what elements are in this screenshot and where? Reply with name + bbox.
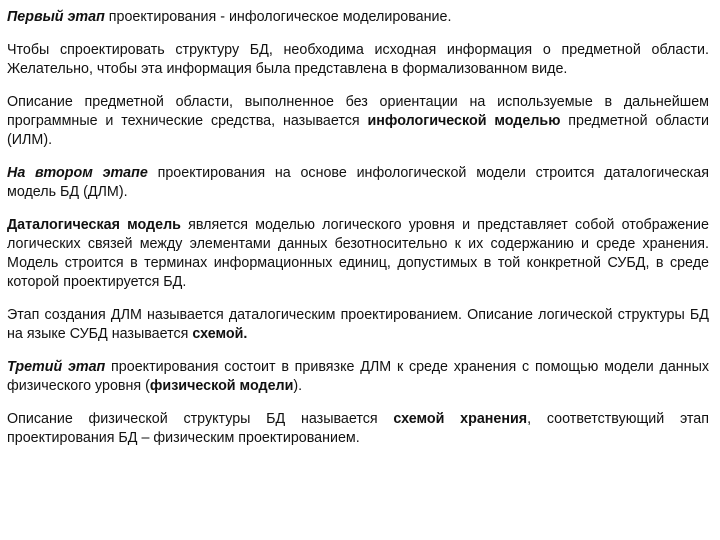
- text-segment: Описание предметной области, выполненное без ориентации на используемые в дальнейшем программные и технические средства, называется: [7, 94, 709, 129]
- text-segment: проектирования состоит в привязке ДЛМ к среде хранения с помощью модели данных физического уровня (: [7, 359, 709, 394]
- paragraph-infological-model: [7, 93, 709, 150]
- text-segment: ).: [293, 378, 303, 394]
- text-segment: проектирования на основе инфологической модели строится даталогическая модель БД (ДЛМ).: [7, 165, 710, 200]
- text-segment: предметной области (ИЛМ).: [7, 113, 710, 148]
- document-page: [7, 8, 709, 462]
- term-second-stage: На втором этапе: [7, 165, 148, 181]
- paragraph-third-stage: [7, 358, 709, 396]
- term-third-stage: Третий этап: [7, 359, 106, 375]
- paragraph-first-stage: [7, 8, 709, 27]
- paragraph-datalogical-design: [7, 306, 709, 344]
- term-physical-model: физической модели: [149, 378, 294, 394]
- text-segment: Описание физической структуры БД называется: [7, 411, 394, 427]
- term-schema: схемой.: [192, 326, 248, 342]
- text-segment: Этап создания ДЛМ называется даталогическим проектированием. Описание логической структуры БД на языке СУБД называется: [7, 307, 709, 342]
- term-infological-model: инфологической моделью: [367, 113, 561, 129]
- term-datalogical-model: Даталогическая модель: [7, 217, 181, 233]
- paragraph-storage-schema: [7, 410, 709, 448]
- text-segment: , соответствующий этап проектирования БД – физическим проектированием.: [7, 411, 710, 446]
- paragraph-source-information: [7, 41, 709, 79]
- text-segment: проектирования - инфологическое моделирование.: [104, 9, 452, 25]
- paragraph-second-stage: [7, 164, 709, 202]
- term-first-stage: Первый этап: [7, 9, 105, 25]
- text-segment: Чтобы спроектировать структуру БД, необходима исходная информация о предметной области. Желательно, чтобы эта информация была представлена в формализованном виде.: [7, 42, 709, 77]
- text-segment: является моделью логического уровня и представляет собой отображение логических связей между элементами данных безотносительно к их содержанию и среде хранения. Модель строится в терминах информационных единиц, допустимых в той конкретной СУБД, в среде которой проектируется БД.: [7, 217, 709, 290]
- paragraph-datalogical-model: [7, 216, 709, 292]
- term-storage-schema: схемой хранения: [393, 411, 528, 427]
